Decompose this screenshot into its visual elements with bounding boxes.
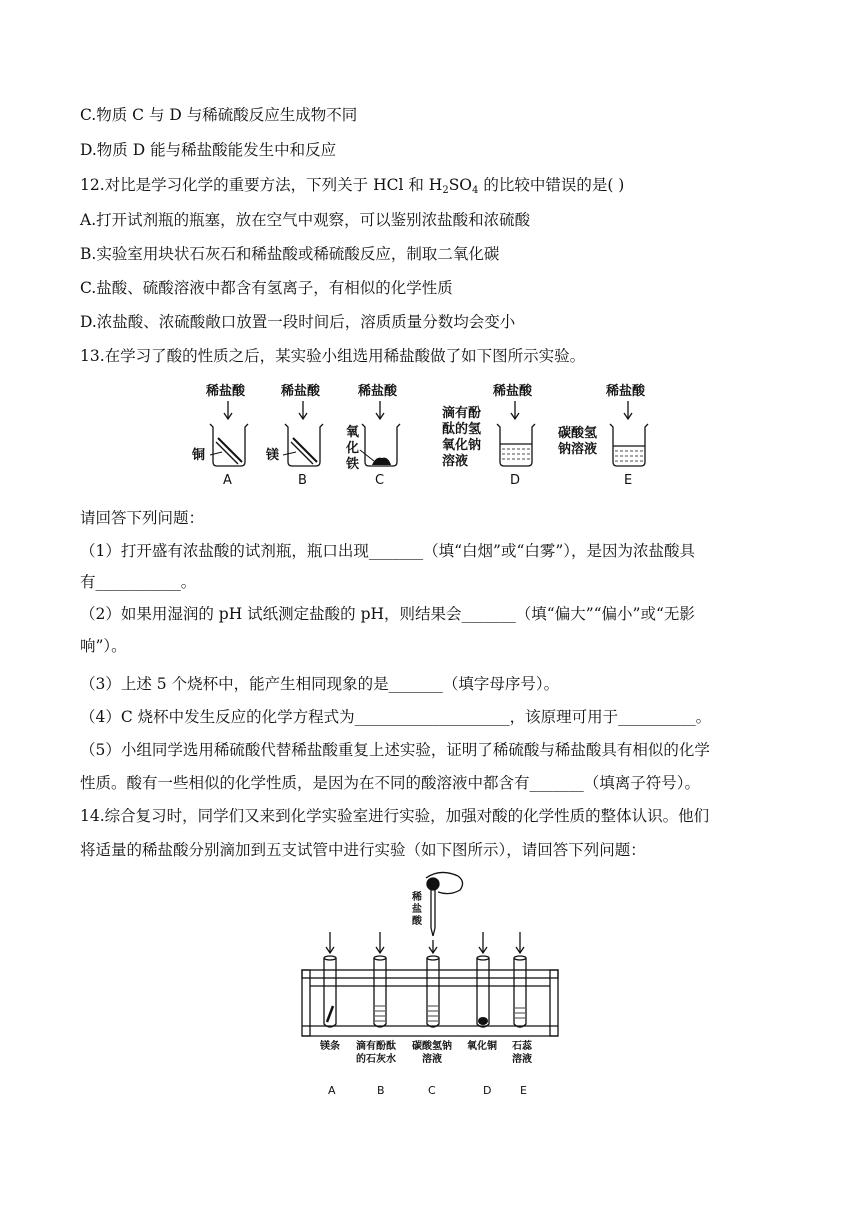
q13-prompt: 请回答下列问题： xyxy=(80,509,205,527)
tube-e xyxy=(514,958,526,1027)
tube-name-c-2: 溶液 xyxy=(422,1054,442,1065)
tube-letter-c: C xyxy=(428,1084,436,1097)
dropper-label-2: 盐 xyxy=(412,904,422,915)
formula-h: H xyxy=(428,176,443,194)
tube-name-e-1: 石蕊 xyxy=(512,1041,532,1052)
acid-label-a: 稀盐酸 xyxy=(206,384,246,399)
oxide-label-1: 氧 xyxy=(346,425,360,440)
beaker-letter-c: C xyxy=(375,473,385,488)
tube-letter-d: D xyxy=(483,1084,492,1097)
beaker-d xyxy=(497,424,535,466)
beaker-b xyxy=(285,424,323,466)
tube-c xyxy=(427,958,439,1027)
q12-option-c: C.盐酸、硫酸溶液中都含有氢离子，有相似的化学性质 xyxy=(80,279,453,297)
q13-sub-1-line1: （1）打开盛有浓盐酸的试剂瓶，瓶口出现_______（填“白烟”或“白雾”），是因为浓盐酸具 xyxy=(80,542,696,560)
oxide-label-3: 铁 xyxy=(346,457,360,472)
question-14-line2: 将适量的稀盐酸分别滴加到五支试管中进行实验（如下图所示），请回答下列问题： xyxy=(80,841,646,859)
formula-so: SO xyxy=(448,176,473,194)
q12-option-b: B.实验室用块状石灰石和稀盐酸或稀硫酸反应，制取二氧化碳 xyxy=(80,245,500,263)
tube-letter-a: A xyxy=(328,1084,336,1097)
tube-name-d: 氧化铜 xyxy=(467,1041,497,1052)
q12-text-post: 的比较中错误的是( ) xyxy=(478,176,625,194)
option-d-prev: D.物质 D 能与稀盐酸能发生中和反应 xyxy=(80,141,337,159)
acid-label-d: 稀盐酸 xyxy=(493,384,533,399)
tube-name-c-1: 碳酸氢钠 xyxy=(412,1041,452,1052)
tube-letter-e: E xyxy=(520,1084,527,1097)
beaker-a xyxy=(210,424,248,466)
question-14-line1: 14.综合复习时，同学们又来到化学实验室进行实验，加强对酸的化学性质的整体认识。他们 xyxy=(80,807,710,825)
tube-name-b-2: 的石灰水 xyxy=(356,1054,396,1065)
test-tube-rack-figure xyxy=(290,866,570,1106)
tube-name-b-1: 滴有酚酞 xyxy=(356,1041,396,1052)
beaker-letter-e: E xyxy=(624,473,633,488)
dropper-label-1: 稀 xyxy=(412,892,422,903)
question-13-stem: 13.在学习了酸的性质之后，某实验小组选用稀盐酸做了如下图所示实验。 xyxy=(80,347,586,365)
tube-d xyxy=(477,958,489,1027)
q13-sub-2-line2: 响”）。 xyxy=(80,637,127,655)
naoh-label-1: 滴有酚 xyxy=(442,406,482,421)
dropper-label-3: 酸 xyxy=(412,916,422,927)
q13-sub-4: （4）C 烧杯中发生反应的化学方程式为____________________，该原理可用于__________。 xyxy=(80,708,712,726)
beaker-letter-a: A xyxy=(223,473,232,488)
tube-name-a: 镁条 xyxy=(320,1041,340,1052)
formula-h2so4 xyxy=(429,176,479,194)
tube-letter-b: B xyxy=(377,1084,385,1097)
naoh-label-4: 溶液 xyxy=(442,454,469,469)
q13-sub-5-line2: 性质。酸有一些相似的化学性质，是因为在不同的酸溶液中都含有_______（填离子符号）。 xyxy=(80,774,701,792)
beaker-e xyxy=(610,424,648,466)
acid-label-e: 稀盐酸 xyxy=(606,384,646,399)
naoh-label-2: 酞的氢 xyxy=(442,422,482,437)
q13-sub-1-line2: 有___________。 xyxy=(80,573,197,591)
option-c-prev: C.物质 C 与 D 与稀硫酸反应生成物不同 xyxy=(80,106,358,124)
naoh-label-3: 氧化钠 xyxy=(442,438,482,453)
metal-label-magnesium: 镁 xyxy=(266,448,280,463)
q12-option-d: D.浓盐酸、浓硫酸敞口放置一段时间后，溶质质量分数均会变小 xyxy=(80,313,516,331)
q12-option-a: A.打开试剂瓶的瓶塞，放在空气中观察，可以鉴别浓盐酸和浓硫酸 xyxy=(80,211,531,229)
oxide-label-2: 化 xyxy=(346,441,360,456)
beaker-letter-d: D xyxy=(510,473,521,488)
acid-label-b: 稀盐酸 xyxy=(281,384,321,399)
beaker-letter-b: B xyxy=(298,473,307,488)
formula-sub-2: 2 xyxy=(442,185,449,196)
question-12-stem xyxy=(80,175,624,201)
q13-sub-3: （3）上述 5 个烧杯中，能产生相同现象的是_______（填字母序号）。 xyxy=(80,675,560,693)
beaker-experiment-figure xyxy=(188,378,668,490)
tube-name-e-2: 溶液 xyxy=(512,1054,532,1065)
nahco3-label-2: 钠溶液 xyxy=(558,442,598,457)
metal-label-copper: 铜 xyxy=(192,448,206,463)
nahco3-label-1: 碳酸氢 xyxy=(558,426,598,441)
acid-label-c: 稀盐酸 xyxy=(358,384,398,399)
formula-sub-4: 4 xyxy=(472,185,479,196)
iron-oxide-solid xyxy=(372,458,391,465)
q13-sub-2-line1: （2）如果用湿润的 pH 试纸测定盐酸的 pH，则结果会_______（填“偏大”“偏小”或“无影 xyxy=(80,605,695,623)
q12-text-pre: 12.对比是学习化学的重要方法，下列关于 HCl 和 xyxy=(80,176,429,194)
copper-oxide-solid xyxy=(478,1017,488,1025)
tube-b xyxy=(374,958,386,1027)
q13-sub-5-line1: （5）小组同学选用稀硫酸代替稀盐酸重复上述实验，证明了稀硫酸与稀盐酸具有相似的化学 xyxy=(80,741,710,759)
rack-top xyxy=(302,970,558,978)
